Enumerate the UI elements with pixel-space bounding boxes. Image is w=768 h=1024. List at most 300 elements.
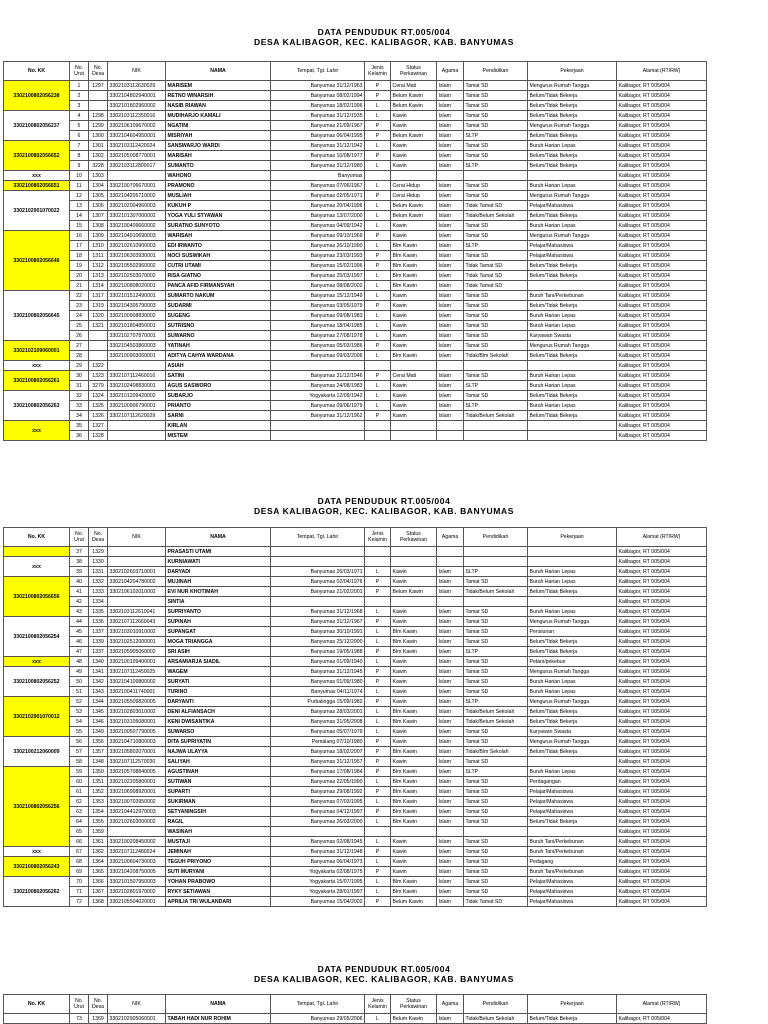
status-kawin-cell: Kawin [391,867,437,877]
urut-cell: 58 [70,757,89,767]
urut-cell: 1 [70,81,89,91]
kk-number-cell: 3302100802056243 [4,857,70,877]
pekerjaan-cell [528,361,617,371]
alamat-cell: Kalibagor, RT 005/004 [617,767,707,777]
status-kawin-cell: Blm Kawin [391,707,437,717]
status-kawin-cell: Kawin [391,617,437,627]
agama-cell: Islam [437,211,464,221]
agama-cell: Islam [437,707,464,717]
nama-cell: SUWARNO [166,331,271,341]
kk-number-cell [4,1014,70,1024]
document-title [0,496,768,516]
nik-cell: 3302104204780002 [108,577,166,587]
ttl-cell: Banyumas 02/08/1945 [271,837,365,847]
alamat-cell: Kalibagor, RT 005/004 [617,1014,707,1024]
jenis-kelamin-cell: L [365,877,391,887]
urut-cell: 64 [70,817,89,827]
jenis-kelamin-cell: L [365,1014,391,1024]
alamat-cell: Kalibagor, RT 005/004 [617,361,707,371]
table-row [4,1014,707,1024]
status-kawin-cell: Blm Kawin [391,627,437,637]
table-row [4,637,707,647]
table-row [4,727,707,737]
urut-cell: 42 [70,597,89,607]
population-table-2 [3,527,707,907]
jenis-kelamin-cell: L [365,221,391,231]
agama-cell: Islam [437,727,464,737]
pendidikan-cell: Tidak/Blm Sekolah [464,747,528,757]
pendidikan-cell: Tamat SD [464,311,528,321]
column-header: Tempat, Tgl. Lahir [271,528,365,547]
table-row [4,391,707,401]
nik-cell: 3302103010910002 [108,627,166,637]
table-row [4,131,707,141]
ttl-cell: Banyumas 26/10/1990 [271,241,365,251]
desa-cell: 1342 [89,677,108,687]
nik-cell: 3302105502960002 [108,261,166,271]
nik-cell: 3302102512000001 [108,637,166,647]
nik-cell: 3302103112800017 [108,161,166,171]
nik-cell: 3302102707870001 [108,331,166,341]
agama-cell: Islam [437,717,464,727]
urut-cell: 23 [70,301,89,311]
urut-cell: 15 [70,221,89,231]
desa-cell: 1297 [89,81,108,91]
pendidikan-cell: Tidak/Belum Sekolah [464,707,528,717]
urut-cell: 73 [70,1014,89,1024]
agama-cell: Islam [437,857,464,867]
nama-cell: RYKY SETIAWAN [166,887,271,897]
table-row [4,411,707,421]
nama-cell: CUTRI UTAMI [166,261,271,271]
column-header: NAMA [166,995,271,1014]
kk-number-cell [4,547,70,557]
alamat-cell: Kalibagor, RT 005/004 [617,201,707,211]
ttl-cell: Banyumas 31/12/1946 [271,371,365,381]
ttl-cell: Banyumas 29/05/2006 [271,1014,365,1024]
nama-cell: SATINI [166,371,271,381]
jenis-kelamin-cell: L [365,161,391,171]
jenis-kelamin-cell: L [365,351,391,361]
desa-cell: 1322 [89,361,108,371]
urut-cell: 38 [70,557,89,567]
nik-cell: 3302100507790005 [108,727,166,737]
pekerjaan-cell: Pelajar/Mahasiswa [528,241,617,251]
urut-cell: 21 [70,281,89,291]
table-row [4,321,707,331]
pekerjaan-cell: Buruh Harian Lepas [528,181,617,191]
table-row [4,707,707,717]
status-kawin-cell: Blm Kawin [391,807,437,817]
nama-cell: SUTRISNO [166,321,271,331]
status-kawin-cell: Kawin [391,291,437,301]
urut-cell: 8 [70,151,89,161]
agama-cell: Islam [437,341,464,351]
desa-cell: 1350 [89,767,108,777]
pendidikan-cell: Tamat SD [464,617,528,627]
agama-cell: Islam [437,331,464,341]
kk-number-cell: 3302100802056645 [4,291,70,341]
urut-cell: 65 [70,827,89,837]
jenis-kelamin-cell: L [365,717,391,727]
pekerjaan-cell: Buruh Harian Lepas [528,321,617,331]
pendidikan-cell: Tamat SD [464,787,528,797]
nik-cell: 3302102603000002 [108,817,166,827]
ttl-cell: Banyumas 03/05/1979 [271,301,365,311]
desa-cell: 1314 [89,281,108,291]
pekerjaan-cell [528,171,617,181]
pekerjaan-cell: Belum/Tidak Bekerja [528,587,617,597]
table-row [4,767,707,777]
jenis-kelamin-cell: P [365,81,391,91]
kk-number-cell: 3302100802056262 [4,877,70,907]
jenis-kelamin-cell: P [365,411,391,421]
agama-cell: Islam [437,191,464,201]
urut-cell: 14 [70,211,89,221]
urut-cell: 72 [70,897,89,907]
ttl-cell: Banyumas 25/03/1997 [271,271,365,281]
urut-cell: 67 [70,847,89,857]
column-header: No. Urut [70,528,89,547]
alamat-cell: Kalibagor, RT 005/004 [617,617,707,627]
ttl-cell: Banyumas 31/12/1945 [271,667,365,677]
status-kawin-cell: Belum Kawin [391,101,437,111]
desa-cell: 1305 [89,191,108,201]
jenis-kelamin-cell [365,827,391,837]
agama-cell: Islam [437,81,464,91]
desa-cell: 1339 [89,637,108,647]
pendidikan-cell: Tidak/Belum Sekolah [464,717,528,727]
urut-cell: 2 [70,91,89,101]
status-kawin-cell: Kawin [391,607,437,617]
ttl-cell: Banyumas 31/12/1962 [271,411,365,421]
pendidikan-cell: Tamat SD [464,837,528,847]
table-row [4,607,707,617]
column-header: Status Perkawinan [391,995,437,1014]
nik-cell: 3302101802960002 [108,101,166,111]
nik-cell: 3302104208750005 [108,867,166,877]
pendidikan-cell: Tamat SD [464,847,528,857]
status-kawin-cell: Kawin [391,411,437,421]
jenis-kelamin-cell: L [365,797,391,807]
desa-cell [89,331,108,341]
title-line-1: DATA PENDUDUK RT.005/004 [317,964,451,974]
status-kawin-cell: Belum Kawin [391,91,437,101]
table-row [4,797,707,807]
ttl-cell: Banyumas 18/04/1985 [271,321,365,331]
pekerjaan-cell: Buruh Harian Lepas [528,677,617,687]
agama-cell: Islam [437,577,464,587]
agama-cell: Islam [437,161,464,171]
nik-cell: 3302101307000002 [108,211,166,221]
alamat-cell: Kalibagor, RT 005/004 [617,817,707,827]
agama-cell: Islam [437,667,464,677]
column-header: No. Urut [70,62,89,81]
jenis-kelamin-cell: L [365,817,391,827]
jenis-kelamin-cell: P [365,787,391,797]
table-row [4,121,707,131]
agama-cell [437,597,464,607]
pekerjaan-cell: Belum/Tidak Bekerja [528,271,617,281]
nik-cell [108,557,166,567]
agama-cell: Islam [437,607,464,617]
status-kawin-cell: Blm Kawin [391,787,437,797]
urut-cell: 48 [70,657,89,667]
desa-cell: 1313 [89,271,108,281]
agama-cell [437,421,464,431]
nik-cell: 3302100908830002 [108,311,166,321]
pendidikan-cell: Tamat SD [464,251,528,261]
nama-cell: SUTIWAN [166,777,271,787]
agama-cell: Islam [437,777,464,787]
urut-cell: 18 [70,251,89,261]
desa-cell: 1330 [89,557,108,567]
table-row [4,381,707,391]
alamat-cell: Kalibagor, RT 005/004 [617,807,707,817]
table-row [4,747,707,757]
nama-cell: EVI NUR KHOTIMAH [166,587,271,597]
pendidikan-cell: Tidak Tamat SD [464,897,528,907]
table-row [4,677,707,687]
alamat-cell: Kalibagor, RT 005/004 [617,131,707,141]
nik-cell: 3302100409660002 [108,221,166,231]
pekerjaan-cell: Pelajar/Mahasiswa [528,797,617,807]
kk-number-cell: 3302102901070012 [4,697,70,737]
nama-cell: MUJINAH [166,577,271,587]
desa-cell: 1301 [89,141,108,151]
column-header: Agama [437,995,464,1014]
pekerjaan-cell: Belum/Tidak Bekerja [528,151,617,161]
jenis-kelamin-cell [365,547,391,557]
desa-cell: 1309 [89,231,108,241]
status-kawin-cell [391,431,437,441]
agama-cell: Islam [437,261,464,271]
nama-cell: DARYANTI [166,697,271,707]
urut-cell: 26 [70,331,89,341]
alamat-cell: Kalibagor, RT 005/004 [617,757,707,767]
status-kawin-cell: Kawin [391,847,437,857]
desa-cell: 1331 [89,567,108,577]
alamat-cell: Kalibagor, RT 005/004 [617,707,707,717]
alamat-cell: Kalibagor, RT 005/004 [617,371,707,381]
agama-cell: Islam [437,351,464,361]
table-row [4,181,707,191]
desa-cell [89,91,108,101]
table-row [4,91,707,101]
column-header: Tempat, Tgl. Lahir [271,995,365,1014]
nama-cell: SUDARMI [166,301,271,311]
agama-cell: Islam [437,587,464,597]
ttl-cell: Banyumas 15/12/1949 [271,291,365,301]
desa-cell: 1336 [89,617,108,627]
urut-cell: 31 [70,381,89,391]
desa-cell: 3228 [89,161,108,171]
urut-cell: 54 [70,717,89,727]
status-kawin-cell [391,597,437,607]
status-kawin-cell: Belum Kawin [391,897,437,907]
urut-cell: 17 [70,241,89,251]
desa-cell: 1354 [89,807,108,817]
nama-cell: NASIB RIAWAN [166,101,271,111]
desa-cell: 1367 [89,887,108,897]
pekerjaan-cell: Buruh Harian Lepas [528,401,617,411]
jenis-kelamin-cell: P [365,261,391,271]
urut-cell: 49 [70,667,89,677]
pekerjaan-cell [528,757,617,767]
desa-cell: 1346 [89,717,108,727]
agama-cell: Islam [437,231,464,241]
status-kawin-cell: Blm Kawin [391,647,437,657]
nama-cell: PRIANTO [166,401,271,411]
pendidikan-cell: Tamat SD [464,657,528,667]
status-kawin-cell: Belum Kawin [391,131,437,141]
alamat-cell: Kalibagor, RT 005/004 [617,431,707,441]
nik-cell: 3302104910690003 [108,231,166,241]
ttl-cell: Banyumas 02/05/1971 [271,191,365,201]
pekerjaan-cell: Mengurus Rumah Tangga [528,341,617,351]
ttl-cell: Banyumas 31/12/1968 [271,607,365,617]
nik-cell: 3302104412970003 [108,807,166,817]
status-kawin-cell: Blm Kawin [391,777,437,787]
desa-cell: 1302 [89,151,108,161]
nik-cell: 3302105509820005 [108,697,166,707]
table-row [4,547,707,557]
agama-cell: Islam [437,767,464,777]
agama-cell [437,171,464,181]
nik-cell: 3302107112660043 [108,617,166,627]
pekerjaan-cell: Pelajar/Mahasiswa [528,807,617,817]
table-row [4,271,707,281]
jenis-kelamin-cell: P [365,667,391,677]
alamat-cell: Kalibagor, RT 005/004 [617,271,707,281]
pekerjaan-cell: Perdagangan [528,777,617,787]
status-kawin-cell [391,827,437,837]
jenis-kelamin-cell: L [365,627,391,637]
table-row [4,847,707,857]
desa-cell: 1333 [89,587,108,597]
ttl-cell [271,827,365,837]
agama-cell: Islam [437,411,464,421]
urut-cell: 47 [70,647,89,657]
alamat-cell: Kalibagor, RT 005/004 [617,221,707,231]
column-header: NIK [108,62,166,81]
alamat-cell: Kalibagor, RT 005/004 [617,577,707,587]
nama-cell: SUGENG [166,311,271,321]
agama-cell: Islam [437,807,464,817]
desa-cell [89,351,108,361]
kk-number-cell: xxx [4,657,70,667]
jenis-kelamin-cell: P [365,121,391,131]
status-kawin-cell: Kawin [391,567,437,577]
desa-cell: 1299 [89,121,108,131]
jenis-kelamin-cell: L [365,401,391,411]
nik-cell: 3302102408830001 [108,381,166,391]
desa-cell: 1369 [89,1014,108,1024]
alamat-cell: Kalibagor, RT 005/004 [617,597,707,607]
nik-cell: 3302102610900003 [108,241,166,251]
alamat-cell: Kalibagor, RT 005/004 [617,291,707,301]
column-header: Jenis Kelamin [365,995,391,1014]
jenis-kelamin-cell [365,361,391,371]
agama-cell: Islam [437,381,464,391]
nama-cell: KURNIAWATI [166,557,271,567]
agama-cell [437,557,464,567]
nik-cell [108,597,166,607]
pekerjaan-cell [528,281,617,291]
ttl-cell: Yogyakarta 15/07/1995 [271,877,365,887]
table-row [4,401,707,411]
ttl-cell: Banyumas 09/10/1969 [271,231,365,241]
nama-cell: MARISAH [166,151,271,161]
alamat-cell: Kalibagor, RT 005/004 [617,897,707,907]
alamat-cell: Kalibagor, RT 005/004 [617,847,707,857]
nama-cell: TABAH HADI NUR ROHIM [166,1014,271,1024]
alamat-cell: Kalibagor, RT 005/004 [617,717,707,727]
urut-cell: 68 [70,857,89,867]
table-row [4,887,707,897]
urut-cell: 7 [70,141,89,151]
status-kawin-cell: Kawin [391,837,437,847]
desa-cell: 1320 [89,311,108,321]
desa-cell: 1349 [89,727,108,737]
agama-cell: Islam [437,301,464,311]
nama-cell: PRAMONO [166,181,271,191]
alamat-cell: Kalibagor, RT 005/004 [617,381,707,391]
pekerjaan-cell: Pelajar/Mahasiswa [528,877,617,887]
table-row [4,261,707,271]
nik-cell: 3302107112460016 [108,371,166,381]
alamat-cell: Kalibagor, RT 005/004 [617,877,707,887]
ttl-cell: Banyumas 08/02/1994 [271,91,365,101]
nik-cell: 3302100903060001 [108,351,166,361]
jenis-kelamin-cell: P [365,677,391,687]
ttl-cell: Banyumas 10/08/1977 [271,151,365,161]
jenis-kelamin-cell: P [365,231,391,241]
pendidikan-cell: Tamat SD [464,607,528,617]
kk-number-cell: 3302100802056646 [4,231,70,291]
pekerjaan-cell: Mengurus Rumah Tangga [528,121,617,131]
pekerjaan-cell: Buruh Tani/Perkebunan [528,847,617,857]
urut-cell: 30 [70,371,89,381]
ttl-cell: Yogyakarta 28/01/1997 [271,887,365,897]
column-header: Pekerjaan [528,62,617,81]
column-header: NIK [108,995,166,1014]
pendidikan-cell [464,171,528,181]
agama-cell: Islam [437,151,464,161]
desa-cell: 1317 [89,291,108,301]
pekerjaan-cell: Buruh Harian Lepas [528,371,617,381]
document-title [0,27,768,47]
pendidikan-cell: Tamat SD [464,637,528,647]
table-row [4,231,707,241]
nama-cell: SUKIRMAN [166,797,271,807]
urut-cell: 66 [70,837,89,847]
pendidikan-cell: SLTP [464,241,528,251]
nik-cell: 3302100109400001 [108,657,166,667]
jenis-kelamin-cell: L [365,311,391,321]
status-kawin-cell: Kawin [391,857,437,867]
pendidikan-cell: Tidak/Belum Sekolah [464,1014,528,1024]
pekerjaan-cell: Belum/Tidak Bekerja [528,101,617,111]
urut-cell: 45 [70,627,89,637]
pekerjaan-cell: Mengurus Rumah Tangga [528,191,617,201]
agama-cell: Islam [437,657,464,667]
pekerjaan-cell: Buruh Tani/Perkebunan [528,837,617,847]
pekerjaan-cell: Karyawan Swasta [528,727,617,737]
status-kawin-cell: Kawin [391,737,437,747]
nama-cell: SUPRIYANTO [166,607,271,617]
status-kawin-cell: Kawin [391,391,437,401]
